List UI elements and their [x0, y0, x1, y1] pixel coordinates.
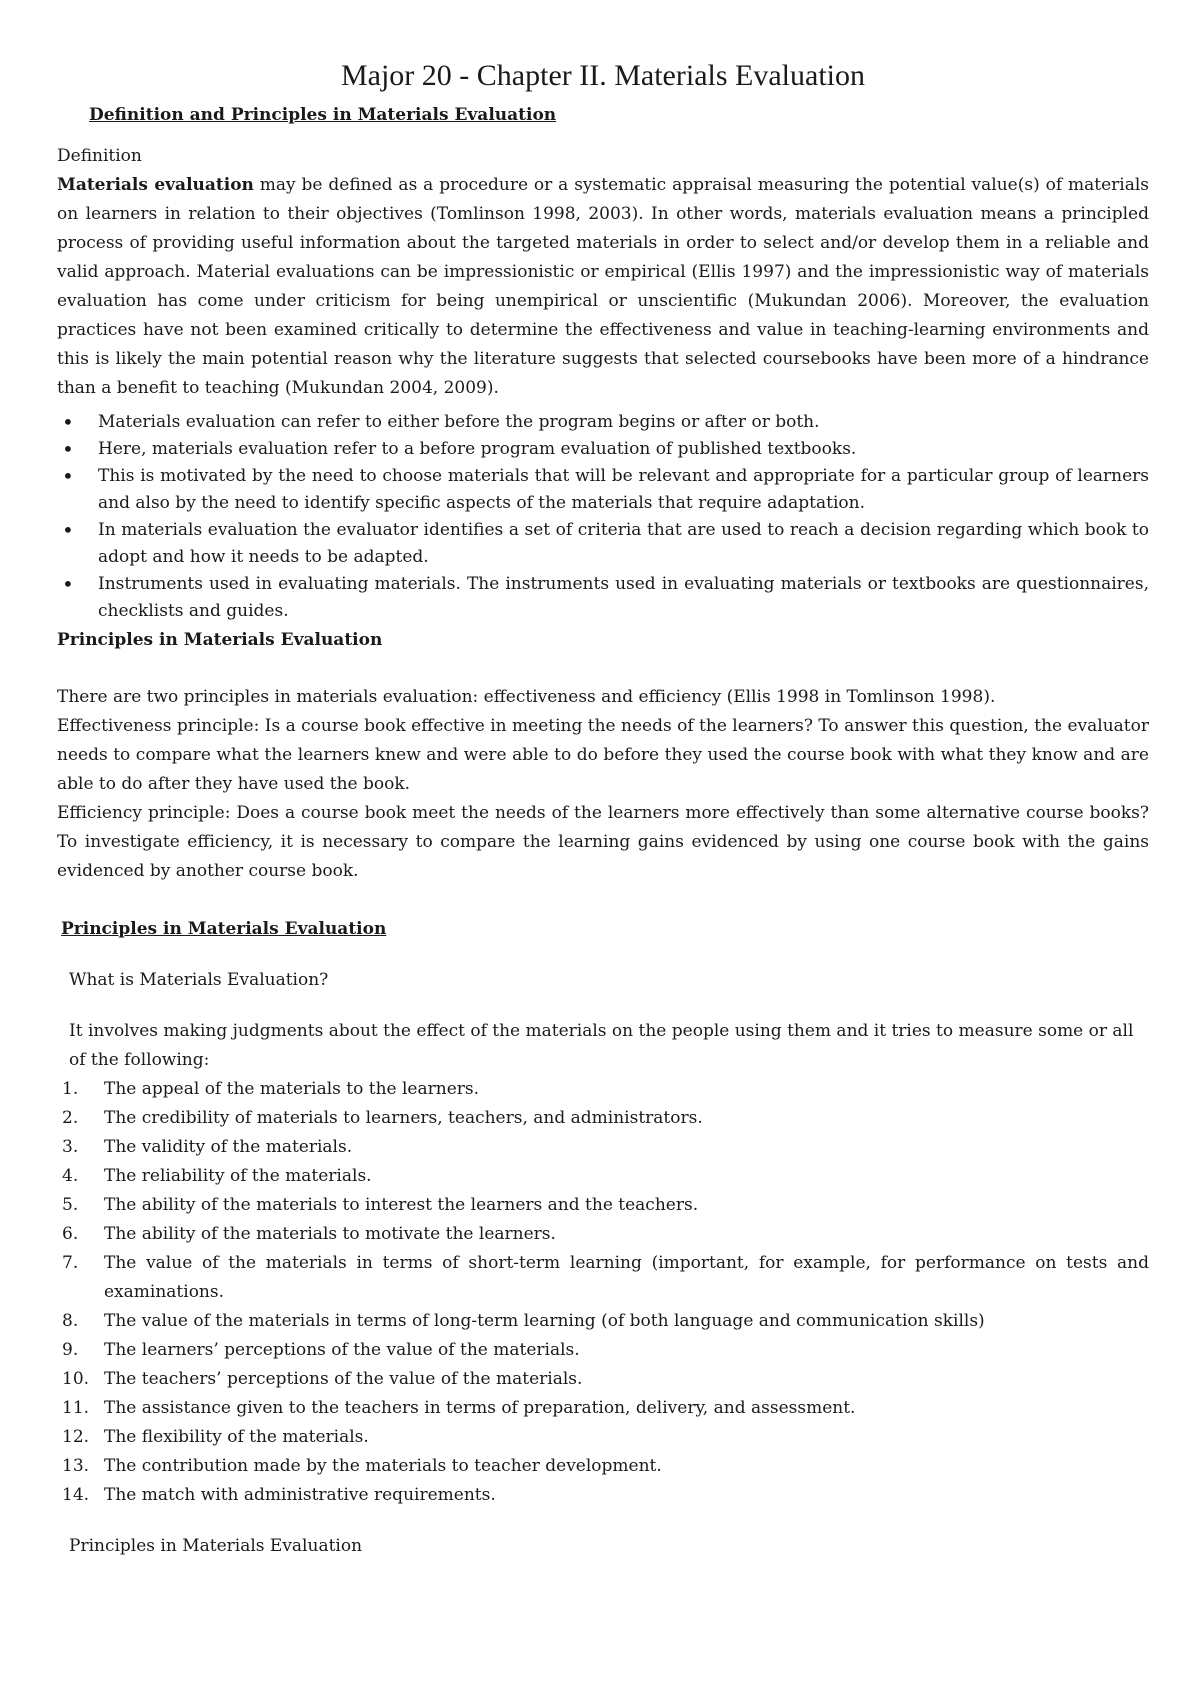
- bullet-item: • In materials evaluation the evaluator identifies a set of criteria that are used to reach a decision regarding which book to adopt and how it needs to be adapted.: [98, 517, 1149, 571]
- criteria-item: [62, 1394, 1149, 1423]
- criteria-text: The flexibility of the materials.: [104, 1427, 369, 1447]
- spacer: [57, 995, 1149, 1017]
- criteria-item: [62, 1075, 1149, 1104]
- criteria-text: The assistance given to the teachers in terms of preparation, delivery, and assessment.: [104, 1398, 856, 1418]
- criteria-item: [62, 1452, 1149, 1481]
- effectiveness-paragraph: Effectiveness principle: Is a course book effective in meeting the needs of the learners? To answer this question, the evaluator needs to compare what the learners knew and were able to do before they used the course book with what they know and are able to do after they have used the book.: [57, 716, 1150, 794]
- criteria-number: 12.: [62, 1427, 90, 1447]
- spacer: [57, 1510, 1149, 1532]
- criteria-text: The learners’ perceptions of the value of the materials.: [104, 1340, 580, 1360]
- definition-label: Definition: [57, 146, 142, 166]
- criteria-item: [62, 1336, 1149, 1365]
- criteria-item: [62, 1365, 1149, 1394]
- criteria-number: 3.: [62, 1137, 79, 1157]
- criteria-text: The contribution made by the materials to teacher development.: [104, 1456, 662, 1476]
- principles-intro: There are two principles in materials evaluation: effectiveness and efficiency (Ellis 1998 in Tomlinson 1998).: [57, 687, 996, 707]
- spacer: [57, 944, 1149, 966]
- criteria-text: The ability of the materials to motivate the learners.: [104, 1224, 556, 1244]
- criteria-text: The value of the materials in terms of long-term learning (of both language and communication skills): [104, 1311, 985, 1331]
- definition-text: may be defined as a procedure or a systematic appraisal measuring the potential value(s) of materials on learners in relation to their objectives (Tomlinson 1998, 2003). In other words, materials evaluation means a principled process of providing useful information about the targeted materials in order to select and/or develop them in a reliable and valid approach. Material evaluations can be impressionistic or empirical (Ellis 1997) and the impressionistic way of materials evaluation has come under criticism for being unempirical or unscientific (Mukundan 2006). Moreover, the evaluation practices have not been examined critically to determine the effectiveness and value in teaching-learning environments and this is likely the main potential reason why the literature suggests that selected coursebooks have been more of a hindrance than a benefit to teaching (Mukundan 2004, 2009).: [57, 175, 1149, 398]
- criteria-number: 9.: [62, 1340, 79, 1360]
- criteria-item: [62, 1191, 1149, 1220]
- document-page: [57, 52, 1149, 1561]
- criteria-number: 2.: [62, 1108, 79, 1128]
- criteria-number: 1.: [62, 1079, 79, 1099]
- criteria-text: The match with administrative requirements.: [104, 1485, 496, 1505]
- criteria-number: 5.: [62, 1195, 79, 1215]
- bullet-item: • Here, materials evaluation refer to a before program evaluation of published textbooks.: [98, 436, 1149, 463]
- criteria-text: The value of the materials in terms of short-term learning (important, for example, for performance on tests and examinations.: [104, 1253, 1149, 1302]
- criteria-list: [57, 1075, 1149, 1510]
- spacer: [57, 886, 1149, 914]
- efficiency-paragraph: Efficiency principle: Does a course book meet the needs of the learners more effectively than some alternative course books? To investigate efficiency, it is necessary to compare the learning gains evidenced by using one course book with the gains evidenced by another course book.: [57, 803, 1149, 881]
- criteria-text: The ability of the materials to interest the learners and the teachers.: [104, 1195, 699, 1215]
- criteria-text: The validity of the materials.: [104, 1137, 353, 1157]
- criteria-item: [62, 1133, 1149, 1162]
- criteria-text: The appeal of the materials to the learners.: [104, 1079, 480, 1099]
- criteria-number: 8.: [62, 1311, 79, 1331]
- criteria-number: 13.: [62, 1456, 90, 1476]
- page-title: Major 20 - Chapter II. Materials Evaluation: [340, 59, 865, 92]
- bullet-item: • Instruments used in evaluating materials. The instruments used in evaluating materials or textbooks are questionnaires, checklists and guides.: [98, 571, 1149, 625]
- criteria-item: [62, 1249, 1149, 1307]
- definition-paragraph: [57, 171, 1149, 403]
- criteria-item: [62, 1220, 1149, 1249]
- criteria-item: [62, 1104, 1149, 1133]
- criteria-text: The reliability of the materials.: [104, 1166, 372, 1186]
- criteria-number: 6.: [62, 1224, 79, 1244]
- definition-term: Materials evaluation: [57, 175, 254, 195]
- criteria-number: 4.: [62, 1166, 79, 1186]
- criteria-item: [62, 1162, 1149, 1191]
- criteria-item: [62, 1423, 1149, 1452]
- criteria-number: 11.: [62, 1398, 90, 1418]
- spacer: [57, 655, 1149, 683]
- involves-paragraph: It involves making judgments about the effect of the materials on the people using them and it tries to measure some or all of the following:: [69, 1021, 1134, 1070]
- bullet-item: • Materials evaluation can refer to either before the program begins or after or both.: [98, 409, 1149, 436]
- what-is-question: What is Materials Evaluation?: [69, 970, 329, 990]
- bullet-item: • This is motivated by the need to choose materials that will be relevant and appropriate for a particular group of learners and also by the need to identify specific aspects of the materials that require adaptation.: [98, 463, 1149, 517]
- footer-heading: Principles in Materials Evaluation: [69, 1536, 363, 1556]
- bullet-list: [57, 409, 1149, 625]
- section-subheading: Definition and Principles in Materials Evaluation: [89, 105, 557, 125]
- principles-heading-2: Principles in Materials Evaluation: [61, 919, 387, 939]
- criteria-item: [62, 1481, 1149, 1510]
- principles-heading: Principles in Materials Evaluation: [57, 630, 383, 650]
- spacer: [57, 130, 1149, 142]
- criteria-number: 7.: [62, 1253, 79, 1273]
- criteria-number: 14.: [62, 1485, 90, 1505]
- criteria-text: The teachers’ perceptions of the value of the materials.: [104, 1369, 583, 1389]
- criteria-text: The credibility of materials to learners, teachers, and administrators.: [104, 1108, 703, 1128]
- criteria-item: [62, 1307, 1149, 1336]
- criteria-number: 10.: [62, 1369, 90, 1389]
